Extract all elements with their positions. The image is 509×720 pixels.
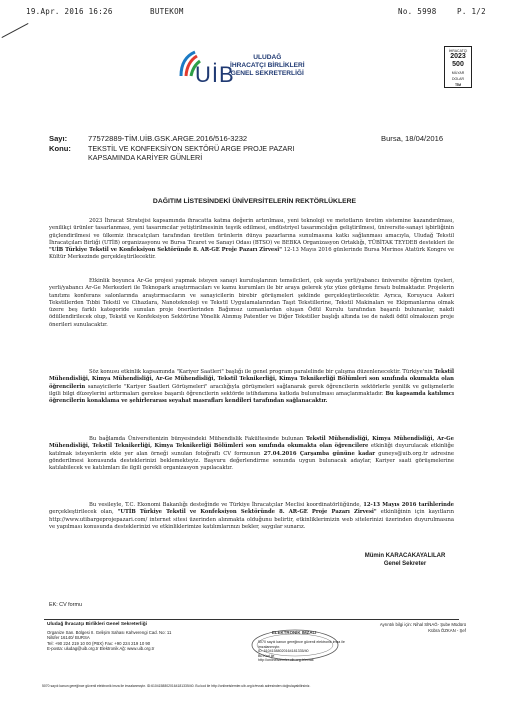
p5-text-a: Bu vesileyle, T.C. Ekonomi Bakanlığı desteğinde ve Türkiye İhracatçılar Meclisi koordinatörlüğünde, [89, 502, 362, 508]
footer-web: E-posta: uludag@uib.org.tr Elektronik Ağ: www.uib.org.tr [47, 646, 155, 652]
footer-phone: Tel: +90 224 219 10 00 (PBX) Fax: +90 224 219 10 90 [47, 640, 151, 646]
paragraph-3 [49, 369, 454, 405]
p1-text-c: 12-13 Mayıs 2016 günlerinde Bursa Merinos Atatürk Kongre ve Kültür Merkezinde gerçekleştirilecektir. [49, 247, 454, 261]
e-signature-disclaimer: 5070 sayılı kanun gereğince güvenli elektronik imza ile imzalanmıştır. ID:61041588020164181335/40. Bu kod ile http://onlineislemler.uib.org.tr/evrak adresinden doğrulayabilirsiniz. [42, 684, 311, 688]
p2-text: Etkinlik boyunca Ar-Ge projesi yapmak isteyen sanayi kuruluşlarının temsilcileri, çok sayıda yerli/yabancı üniversite öğretim üyeleri, yerli/yabancı Ar-Ge Merkezleri ile Teknopark araştırmacıları ve kamu kurumları ile bir araya gelerek yüz yüze görüşme fırsatı bulmaktadır. Projelerin tanıtımı konferans salonlarında araştırmacıların ve sanayicilerin birebir görüşmeleri şeklinde gerçekleştirilecektir. Ayrıca, Koruyucu Askeri Tekstillerden Tıbbi Tekstil ve Cihazlara, Nanoteknoloji ve Tekstil Uygulamalarından Taşıt Tekstillerine, Tekstil Makinaları ve Ekipmanlarına olmak üzere beş farklı kategoride sunulan proje önerilerinden Bağımsız uzmanlardan oluşan Ödül Kurulu tarafından başarılı bulunanlar, nakdi ödüllendirilecek olup, Tekstil ve Konfeksiyon Sektörüne Yönelik Alınmış Patentler ve Diğer Tekstiller başlığı altında ise de nakdi ödül olmaksızın proje önerileri sunulacaktır. [49, 278, 454, 328]
signature-block [330, 552, 480, 568]
badge-line-3: 500 [452, 61, 464, 68]
p4-text-e: guneys@uib.org.tr adresine gönderilmesi konusunda desteklerinizi beklemekteyiz. Başvuru değerlendirme sonunda uygun bulunacak adaylar, Kariyer saati görüşmelerine katılabilecek ve katılımları ile ilgili gerekli organizasyon yapılacaktır. [49, 450, 454, 472]
place-date: Bursa, 18/04/2016 [381, 134, 444, 143]
stamp-line-4: http://onlineislemler.uib.org.tr/evrak [258, 658, 314, 663]
p5-text-c: gerçekleştirilecek olan, [49, 509, 114, 516]
org-line-2: İHRACATÇI BİRLİKLERİ [230, 62, 305, 69]
p4-text-d: 27.04.2016 Çarşamba gününe kadar [263, 450, 376, 457]
attachment-note: EK: CV formu [49, 602, 82, 608]
p5-text-d: "UTİB Türkiye Tekstil ve Konfeksiyon Sektöründe 8. AR-GE Proje Pazarı Zirvesi" [117, 509, 377, 516]
konu-label: Konu: [49, 144, 71, 153]
konu-line-1: TEKSTİL VE KONFEKSİYON SEKTÖRÜ ARGE PROJE PAZARI [88, 144, 295, 153]
fax-datetime: 19.Apr. 2016 16:26 [26, 7, 113, 16]
badge-line-2: 2023 [450, 53, 466, 60]
konu-text [88, 144, 294, 162]
p3-text-c: sanayicilerle "Kariyer Saatleri Görüşmeleri" aracılığıyla görüşmeleri sağlanarak gerek öğrencilerin sektörlerle yenilik ve gelişmelerle ilgili bilgi düzeylerini arttırmaları gerekse başarılı öğrencilerin sektörde istihdamına katkıda bulunulması amaçlanmaktadır. [49, 383, 454, 397]
p3-text-b: Tekstil Mühendisliği, Kimya Mühendisliği, Ar-Ge Mühendisliği, Tekstil Teknikerliği, Kimya Teknikerliği Bölümleri son sınıfında okumakta olan öğrencilerin [49, 369, 455, 390]
fax-page: P. 1/2 [457, 7, 486, 16]
konu-line-2: KAPSAMINDA KARİYER GÜNLERİ [88, 153, 203, 162]
contact-1: Ayrıntılı bilgi için: Nihal SİNAĞ- Şube Müdürü [379, 622, 466, 627]
p3-text-a: Söz konusu etkinlik kapsamında "Kariyer Saatleri" başlığı ile genel program paralelinde bir çalışma düzenlenecektir. Türkiye'nin [89, 369, 433, 375]
fax-sender: BUTEKOM [150, 7, 184, 16]
paragraph-1 [49, 218, 454, 262]
org-name [230, 54, 305, 78]
p5-text-e: etkinliğinin için kayıtların http://www.utibargeprojepazari.com/ internet sitesi üzerinden alınmakta olduğunu belirtir, etkinliklerimizin web sitelerinizi üzerinden duyurulmasına ve yapılması konusunda desteklerinizi ve etkinliklerimize katılımlarınızı bekler, saygılar sunarız. [49, 509, 454, 530]
org-line-3: GENEL SEKRETERLİĞİ [230, 70, 304, 77]
badge-line-4: MİLYAR [451, 71, 465, 75]
p3-text-d: Bu kapsamda katılımcı öğrencilerin konaklama ve şehirlerarası seyahat masrafları kendileri tarafından sağlanacaktır. [49, 390, 454, 405]
footer-address-2: Nilüfer 16140/ BURSA [47, 635, 90, 641]
fax-number: No. 5998 [398, 7, 437, 16]
badge-line-1: İHRACATÇI [448, 49, 468, 53]
margin-mark [2, 23, 29, 38]
sayi-label: Sayı: [49, 134, 68, 143]
p1-text-a: 2023 İhracat Stratejisi kapsamında ihracatta katma değerin artırılması, yeni teknoloji ve metotların üretim sistemine kazandırılması, yenilikçi ürünler tasarlanması, yeni tasarımcılar yetiştirilmesinin teşvik edilmesi, endüstriyel tasarımcılığın geliştirilmesi, üniversite-sanayi işbirliğinin güçlendirilmesi ve ülkemiz ihracatçıları tarafından üretilen ürünlerin dünya pazarlarına sunulmasına katkı sağlanması amacıyla, Uludağ Tekstil İhracatçıları Birliği (UTİB) organizasyonu ve Bursa Ticaret ve Sanayi Odası (BTSO) ve BEBKA Organizasyon Ortaklığı, TÜBİTAK TEYDEB destekleri ile [49, 218, 454, 246]
paragraph-5 [49, 502, 454, 531]
p4-text-b: Tekstil Mühendisliği, Kimya Mühendisliği, Ar-Ge Mühendisliği, Tekstil Teknikerliği, Kimya Teknikerliği Bölümleri son sınıfında okumakta olan öğrencilere [49, 436, 454, 450]
sayi-value: 77572889-TİM.UİB.GSK.ARGE.2016/516-3232 [88, 134, 248, 143]
badge-line-5: DOLAR [451, 77, 465, 81]
footer-contacts [346, 622, 466, 633]
stamp-line-1: 5070 sayılı kanun gereğince güvenli elektronik imza ile imzalanmıştır. [258, 640, 345, 649]
p4-text-c: etkinliği duyurulacak etkinliğe katılmak isteyenlerin ekte yer alan örneği sunulan fotoğraflı CV formunun [49, 443, 454, 457]
signer-name: Mümin KARACAKAYALILAR [364, 553, 446, 559]
stamp-line-2: ID: 61041588020164181335/40 [258, 649, 309, 654]
p1-text-b: "UİB Türkiye Tekstil ve Konfeksiyon Sektöründe 8. AR-GE Proje Pazarı Zirvesi" [49, 247, 282, 254]
footer-address-1: Organize San. Bölgesi II. Gelişim Sahası Kahverengi Cad. No: 11 [47, 629, 172, 635]
footer-org: Uludağ İhracatçı Birlikleri Genel Sekreterliği [47, 622, 147, 627]
recipient-title: DAĞITIM LİSTESİNDEKİ ÜNİVERSİTELERİN REKTÖRLÜKLERE [152, 198, 357, 205]
logo-text: UİB [195, 62, 235, 87]
contact-2: Kübra ÖZKAN - Şef [428, 627, 466, 633]
stamp-line-3: Bu Kod ile [258, 653, 275, 658]
stamp-label: ELEKTRONİK İMZALI [272, 630, 317, 635]
footer-divider [44, 619, 459, 620]
paragraph-4 [49, 436, 454, 472]
p5-text-b: 12-13 Mayıs 2016 tarihlerinde [363, 502, 454, 508]
footer-address [47, 622, 247, 652]
org-line-1: ULUDAĞ [253, 54, 282, 61]
signer-title: Genel Sekreter [383, 561, 427, 567]
paragraph-2 [49, 278, 454, 329]
export-2023-badge [444, 46, 472, 88]
e-signature-text [258, 640, 368, 663]
badge-line-6: TİM [454, 83, 462, 87]
p4-text-a: Bu bağlamda Üniversitenizin bünyesindeki Mühendislik Fakültesinde bulunan [89, 436, 304, 442]
